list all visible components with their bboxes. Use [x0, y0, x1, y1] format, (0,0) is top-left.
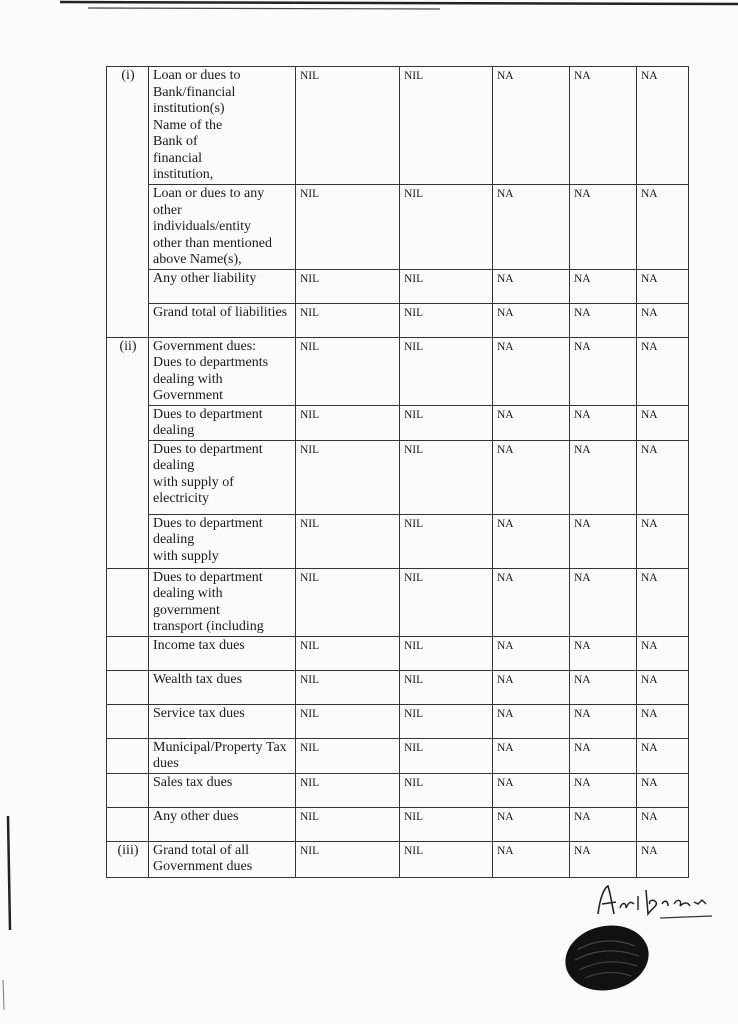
value-cell: NA: [637, 773, 689, 807]
table-row: [107, 405, 689, 440]
value-cell: NA: [570, 738, 637, 773]
table-row: [107, 670, 689, 704]
row-description: Grand total of all Government dues: [149, 841, 296, 877]
value-cell: NA: [637, 269, 689, 303]
value-cell: NIL: [400, 303, 493, 337]
row-description: Any other liability: [149, 269, 296, 303]
row-description: Loan or dues to Bank/financial institution(s) Name of the Bank of financial institution,: [149, 67, 296, 185]
value-cell: NA: [570, 440, 637, 514]
value-cell: NA: [570, 670, 637, 704]
row-description: Dues to department dealing with supply: [149, 514, 296, 568]
value-cell: NIL: [400, 405, 493, 440]
value-cell: NA: [637, 440, 689, 514]
value-cell: NIL: [400, 514, 493, 568]
value-cell: NA: [570, 704, 637, 738]
row-description: Dues to department dealing with government transport (including: [149, 568, 296, 636]
top-border-rule: [0, 0, 738, 14]
value-cell: NA: [637, 738, 689, 773]
value-cell: NA: [493, 670, 570, 704]
value-cell: NA: [570, 807, 637, 841]
value-cell: NIL: [296, 405, 400, 440]
value-cell: NA: [493, 405, 570, 440]
table-row: [107, 440, 689, 514]
value-cell: NA: [637, 67, 689, 185]
value-cell: NIL: [400, 670, 493, 704]
value-cell: NA: [637, 670, 689, 704]
value-cell: NA: [493, 269, 570, 303]
value-cell: NIL: [296, 185, 400, 270]
value-cell: NA: [493, 704, 570, 738]
value-cell: NIL: [296, 514, 400, 568]
row-description: Wealth tax dues: [149, 670, 296, 704]
value-cell: NA: [637, 514, 689, 568]
value-cell: NIL: [400, 704, 493, 738]
value-cell: NA: [637, 185, 689, 270]
table-row: [107, 704, 689, 738]
value-cell: NA: [570, 773, 637, 807]
value-cell: NA: [493, 773, 570, 807]
row-description: Municipal/Property Tax dues: [149, 738, 296, 773]
value-cell: NA: [570, 841, 637, 877]
table-row: [107, 514, 689, 568]
value-cell: NA: [570, 337, 637, 405]
value-cell: NA: [637, 568, 689, 636]
value-cell: NIL: [296, 337, 400, 405]
value-cell: NIL: [400, 337, 493, 405]
value-cell: NA: [493, 185, 570, 270]
row-description: Government dues: Dues to departments dealing with Government: [149, 337, 296, 405]
value-cell: NA: [637, 807, 689, 841]
value-cell: NIL: [296, 636, 400, 670]
value-cell: NIL: [296, 440, 400, 514]
table-row: [107, 269, 689, 303]
table-row: [107, 303, 689, 337]
table-row: [107, 67, 689, 185]
liabilities-table: [106, 66, 689, 878]
value-cell: NIL: [400, 67, 493, 185]
table-row: [107, 807, 689, 841]
serial-number: [107, 568, 149, 636]
serial-number: [107, 670, 149, 704]
row-description: Dues to department dealing with supply of electricity: [149, 440, 296, 514]
value-cell: NIL: [296, 670, 400, 704]
value-cell: NA: [637, 303, 689, 337]
row-description: Loan or dues to any other individuals/entity other than mentioned above Name(s),: [149, 185, 296, 270]
value-cell: NIL: [296, 704, 400, 738]
value-cell: NA: [493, 67, 570, 185]
value-cell: NIL: [400, 738, 493, 773]
value-cell: NIL: [400, 636, 493, 670]
value-cell: NIL: [400, 269, 493, 303]
value-cell: NA: [570, 303, 637, 337]
table-row: [107, 337, 689, 405]
row-description: Income tax dues: [149, 636, 296, 670]
value-cell: NA: [637, 405, 689, 440]
value-cell: NIL: [296, 568, 400, 636]
value-cell: NIL: [296, 67, 400, 185]
value-cell: NA: [570, 67, 637, 185]
value-cell: NA: [570, 568, 637, 636]
value-cell: NIL: [296, 738, 400, 773]
value-cell: NIL: [400, 807, 493, 841]
table-row: [107, 738, 689, 773]
table-row: [107, 841, 689, 877]
value-cell: NIL: [296, 807, 400, 841]
value-cell: NIL: [400, 568, 493, 636]
value-cell: NA: [570, 405, 637, 440]
value-cell: NIL: [296, 269, 400, 303]
value-cell: NA: [637, 337, 689, 405]
value-cell: NA: [493, 440, 570, 514]
value-cell: NIL: [400, 185, 493, 270]
value-cell: NA: [493, 738, 570, 773]
value-cell: NA: [637, 704, 689, 738]
serial-number: [107, 773, 149, 807]
row-description: Sales tax dues: [149, 773, 296, 807]
row-description: Service tax dues: [149, 704, 296, 738]
serial-number: [107, 807, 149, 841]
row-description: Any other dues: [149, 807, 296, 841]
value-cell: NA: [570, 185, 637, 270]
row-description: Grand total of liabilities: [149, 303, 296, 337]
value-cell: NA: [493, 337, 570, 405]
value-cell: NA: [493, 514, 570, 568]
thumb-impression: [555, 920, 655, 1000]
value-cell: NA: [493, 807, 570, 841]
table-row: [107, 568, 689, 636]
table-row: [107, 636, 689, 670]
value-cell: NIL: [400, 440, 493, 514]
serial-number: [107, 704, 149, 738]
serial-number: (ii): [107, 337, 149, 568]
serial-number: [107, 738, 149, 773]
row-description: Dues to department dealing: [149, 405, 296, 440]
value-cell: NA: [493, 303, 570, 337]
serial-number: (iii): [107, 841, 149, 877]
value-cell: NA: [570, 514, 637, 568]
value-cell: NIL: [400, 841, 493, 877]
value-cell: NIL: [296, 773, 400, 807]
value-cell: NIL: [296, 841, 400, 877]
scan-edge-mark: [0, 810, 20, 1024]
value-cell: NA: [637, 636, 689, 670]
value-cell: NIL: [296, 303, 400, 337]
serial-number: (i): [107, 67, 149, 338]
value-cell: NA: [493, 636, 570, 670]
value-cell: NA: [570, 636, 637, 670]
value-cell: NA: [570, 269, 637, 303]
value-cell: NA: [493, 568, 570, 636]
table-row: [107, 185, 689, 270]
value-cell: NA: [493, 841, 570, 877]
table-row: [107, 773, 689, 807]
value-cell: NIL: [400, 773, 493, 807]
serial-number: [107, 636, 149, 670]
value-cell: NA: [637, 841, 689, 877]
